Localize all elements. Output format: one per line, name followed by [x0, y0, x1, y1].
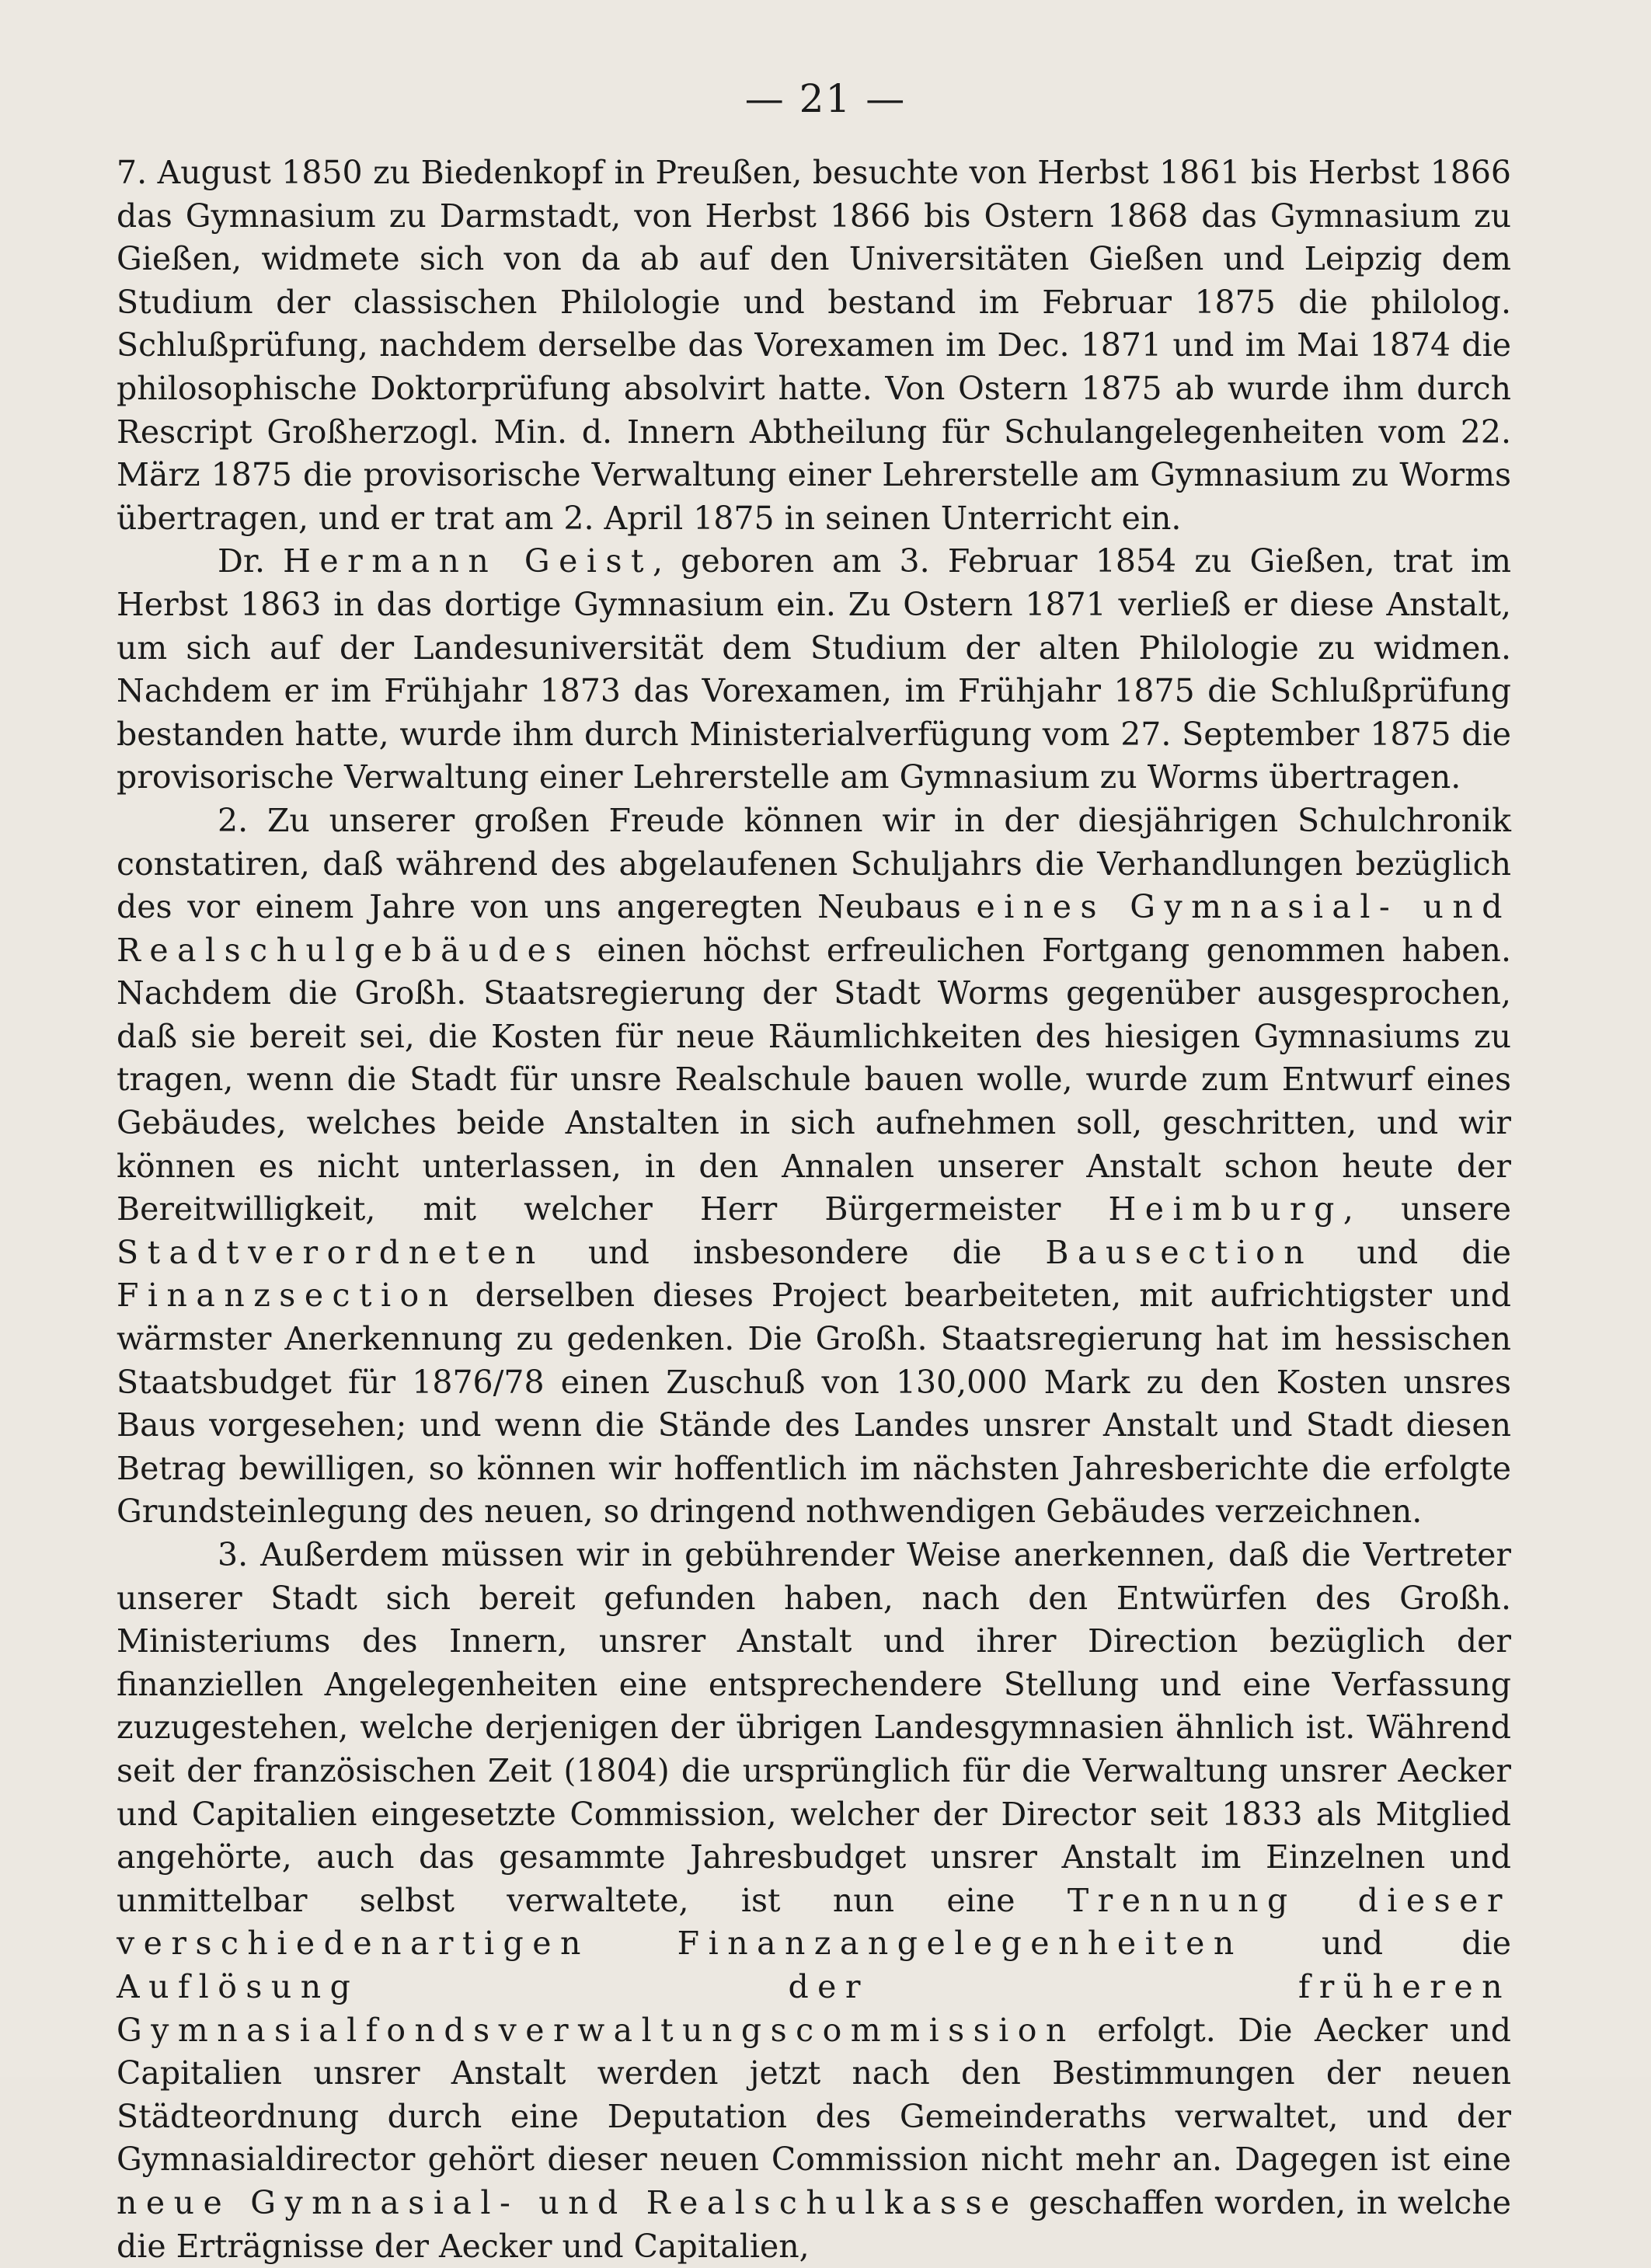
paragraph-text: , unsere	[1343, 1190, 1512, 1228]
paragraph-text: einen höchst erfreulichen Fortgang genommen haben. Nachdem die Großh. Staatsregierung der Stadt Worms gegenüber ausgesprochen, daß sie bereit sei, die Kosten für neue Räumlichkeiten des hiesigen Gymnasiums zu tragen, wenn die Stadt für unsre Realschule bauen wolle, wurde zum Entwurf eines Gebäudes, welches beide Anstalten in sich aufnehmen soll, geschritten, und wir können es nicht unterlassen, in den Annalen unserer Anstalt schon heute der Bereitwilligkeit, mit welcher Herr Bürgermeister	[117, 931, 1511, 1228]
spaced-emphasis-text: neue Gymnasial- und Realschulkasse	[117, 2183, 1019, 2221]
spaced-emphasis-text: Auflösung der früheren Gymnasialfondsverwaltungscommission	[117, 1967, 1511, 2049]
spaced-emphasis-text: Bausection	[1045, 1233, 1314, 1271]
paragraph-p4	[117, 1534, 1511, 2268]
paragraph-p2	[117, 540, 1511, 800]
paragraph-text: geschaffen worden, in welche die Erträgnisse der Aecker und Capitalien,	[117, 2183, 1511, 2265]
spaced-emphasis-text: Finanzsection	[117, 1277, 458, 1315]
paragraph-text: und die	[1242, 1925, 1511, 1963]
page-number: — 21 —	[744, 76, 907, 121]
paragraph-text: erfolgt. Die Aecker und Capitalien unsrer Anstalt werden jetzt nach den Bestimmungen der neuen Städteordnung durch eine Deputation des Gemeinderaths verwaltet, und der Gymnasialdirector gehört dieser neuen Commission nicht mehr an. Dagegen ist eine	[117, 2011, 1511, 2179]
paragraph-text: 2. Zu unserer großen Freude können wir in der diesjährigen Schulchronik constatiren, daß während des abgelaufenen Schuljahrs die Verhandlungen bezüglich des vor einem Jahre von uns angeregten Neubaus	[117, 801, 1511, 926]
paragraph-text: Dr.	[218, 542, 284, 580]
paragraph-text: und die	[1313, 1233, 1511, 1271]
spaced-emphasis-text: Heimburg	[1108, 1190, 1343, 1228]
paragraph-text: , geboren am 3. Februar 1854 zu Gießen, trat im Herbst 1863 in das dortige Gymnasium ein. Zu Ostern 1871 verließ er diese Anstalt, um sich auf der Landesuniversität dem Studium der alten Philologie zu widmen. Nachdem er im Frühjahr 1873 das Vorexamen, im Frühjahr 1875 die Schlußprüfung bestanden hatte, wurde ihm durch Ministerialverfügung vom 27. September 1875 die provisorische Verwaltung einer Lehrerstelle am Gymnasium zu Worms übertragen.	[117, 542, 1511, 796]
spaced-emphasis-text: Stadtverordneten	[117, 1233, 545, 1271]
paragraph-p1	[117, 152, 1511, 540]
spaced-emphasis-text: Trennung dieser verschiedenartigen Finanzangelegenheiten	[117, 1881, 1511, 1963]
spaced-emphasis-text: eines Gymnasial- und Realschulgebäudes	[117, 888, 1511, 969]
paragraph-text: 3. Außerdem müssen wir in gebührender Weise anerkennen, daß die Vertreter unserer Stadt sich bereit gefunden haben, nach den Entwürfen des Großh. Ministeriums des Innern, unsrer Anstalt und ihrer Direction bezüglich der finanziellen Angelegenheiten eine entsprechendere Stellung und eine Verfassung zuzugestehen, welche derjenigen der übrigen Landesgymnasien ähnlich ist. Während seit der französischen Zeit (1804) die ursprünglich für die Verwaltung unsrer Aecker und Capitalien eingesetzte Commission, welcher der Director seit 1833 als Mitglied angehörte, auch das gesammte Jahresbudget unsrer Anstalt im Einzelnen und unmittelbar selbst verwaltete, ist nun eine	[117, 1536, 1511, 1919]
body-text	[117, 152, 1511, 2268]
paragraph-text: 7. August 1850 zu Biedenkopf in Preußen, besuchte von Herbst 1861 bis Herbst 1866 das Gymnasium zu Darmstadt, von Herbst 1866 bis Ostern 1868 das Gymnasium zu Gießen, widmete sich von da ab auf den Universitäten Gießen und Leipzig dem Studium der classischen Philologie und bestand im Februar 1875 die philolog. Schlußprüfung, nachdem derselbe das Vorexamen im Dec. 1871 und im Mai 1874 die philosophische Doktorprüfung absolvirt hatte. Von Ostern 1875 ab wurde ihm durch Rescript Großherzogl. Min. d. Innern Abtheilung für Schulangelegenheiten vom 22. März 1875 die provisorische Verwaltung einer Lehrerstelle am Gymnasium zu Worms übertragen, und er trat am 2. April 1875 in seinen Unterricht ein.	[117, 154, 1511, 537]
paragraph-text: derselben dieses Project bearbeiteten, mit aufrichtigster und wärmster Anerkennung zu gedenken. Die Großh. Staatsregierung hat im hessischen Staatsbudget für 1876/78 einen Zuschuß von 130,000 Mark zu den Kosten unsres Baus vorgesehen; und wenn die Stände des Landes unsrer Anstalt und Stadt diesen Betrag bewilligen, so können wir hoffentlich im nächsten Jahresberichte die erfolgte Grundsteinlegung des neuen, so dringend nothwendigen Gebäudes verzeichnen.	[117, 1277, 1511, 1531]
spaced-emphasis-text: Hermann Geist	[283, 542, 653, 580]
paragraph-text: und insbesondere die	[544, 1233, 1046, 1271]
paragraph-p3	[117, 800, 1511, 1534]
